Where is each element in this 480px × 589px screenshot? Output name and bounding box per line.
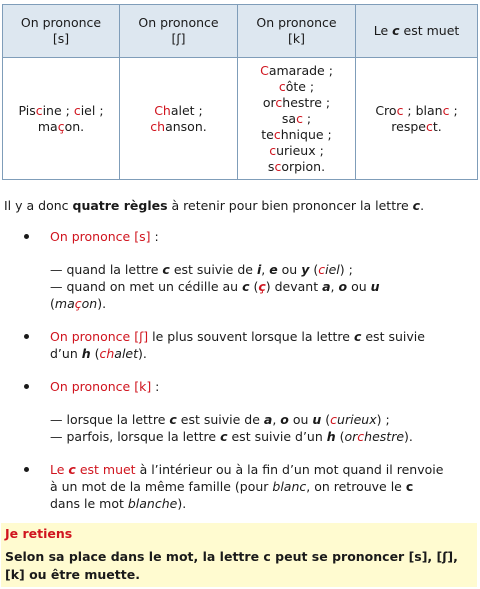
header-letter: c [392, 23, 400, 38]
text-line: dans le mot blanche). [50, 496, 187, 511]
text-line: respect. [391, 118, 442, 134]
text-line: — quand on met un cédille au c (ç) devant a, o ou u [50, 279, 380, 294]
cell-s-examples [3, 58, 120, 180]
intro-bold: quatre règles [72, 198, 168, 213]
intro-paragraph: Il y a donc quatre règles à retenir pour bien prononcer la lettre c. [4, 198, 425, 213]
text-line: — quand la lettre c est suivie de i, e ou y (ciel) ; [50, 262, 353, 277]
text-line: côte ; [278, 78, 315, 94]
text-line: Camarade ; [260, 62, 333, 78]
bullet-icon [24, 234, 29, 239]
rule-lines [50, 411, 476, 445]
header-phoneme: [k] [288, 31, 305, 46]
bullet-icon [24, 467, 29, 472]
header-phoneme: [ʃ] [171, 31, 186, 46]
rule-heading: On prononce [k] [50, 379, 152, 394]
header-k [238, 5, 356, 58]
header-label: On prononce [256, 15, 337, 30]
rule-heading: Le [50, 462, 69, 477]
rule-muet: Le c est muet à l’intérieur ou à la fin d’un mot quand il renvoie à un mot de la même famille (pour blanc, on retrouve le c dans le mot blanche). [0, 461, 476, 512]
header-s [3, 5, 120, 58]
text-line: Chalet ; [154, 102, 203, 118]
header-phoneme: [s] [52, 31, 70, 46]
rule-lines [50, 345, 476, 362]
bullet-icon [24, 384, 29, 389]
pronunciation-table [2, 4, 478, 180]
cell-k-examples [238, 58, 356, 180]
text-line: chanson. [150, 118, 207, 134]
intro-letter: c [412, 198, 421, 213]
rule-sh: On prononce [ʃ] le plus souvent lorsque la lettre c est suivie d’un h (chalet). [0, 328, 476, 362]
cell-muet-examples [356, 58, 478, 180]
text-line: (maçon). [50, 296, 107, 311]
retiens-title: Je retiens [5, 526, 73, 541]
rule-k: On prononce [k] : — lorsque la lettre c est suivie de a, o ou u (curieux) ; — parfois, lorsque la lettre c est suivie d’un h (orchestre). [0, 378, 476, 445]
rule-heading: On prononce [ʃ] [50, 329, 149, 344]
text-line: à un mot de la même famille (pour blanc, on retrouve le c [50, 479, 414, 494]
table-row [3, 58, 478, 180]
retiens-text: Selon sa place dans le mot, la lettre c peut se prononcer [s], [ʃ], [k] ou être muette. [5, 549, 458, 582]
je-retiens-box [1, 523, 477, 587]
rule-lines [50, 261, 476, 312]
text-line: sac ; [281, 110, 312, 126]
rule-lines [50, 478, 476, 512]
text-line: d’un h (chalet). [50, 346, 147, 361]
header-label: On prononce [138, 15, 219, 30]
cell-sh-examples [120, 58, 238, 180]
rules-list [0, 228, 476, 512]
text-line: — lorsque la lettre c est suivie de a, o ou u (curieux) ; [50, 412, 390, 427]
rule-heading: On prononce [s] [50, 229, 151, 244]
header-label: On prononce [20, 15, 102, 30]
table-header-row [3, 5, 478, 58]
header-label: est muet [399, 23, 460, 38]
header-muet [356, 5, 478, 58]
bullet-icon [24, 334, 29, 339]
text-line: orchestre ; [262, 94, 331, 110]
text-line: Croc ; blanc ; [375, 102, 458, 118]
header-label: Le [373, 23, 393, 38]
text-line: Piscine ; ciel ; [18, 102, 104, 118]
rule-s: On prononce [s] : — quand la lettre c est suivie de i, e ou y (ciel) ; — quand on met un cédille au c (ç) devant a, o ou u (maçon). [0, 228, 476, 312]
text-line: technique ; [261, 126, 332, 142]
text-line: curieux ; [269, 142, 324, 158]
text-line: — parfois, lorsque la lettre c est suivie d’un h (orchestre). [50, 429, 413, 444]
header-sh [120, 5, 238, 58]
text-line: maçon. [37, 118, 85, 134]
text-line: scorpion. [267, 158, 326, 174]
